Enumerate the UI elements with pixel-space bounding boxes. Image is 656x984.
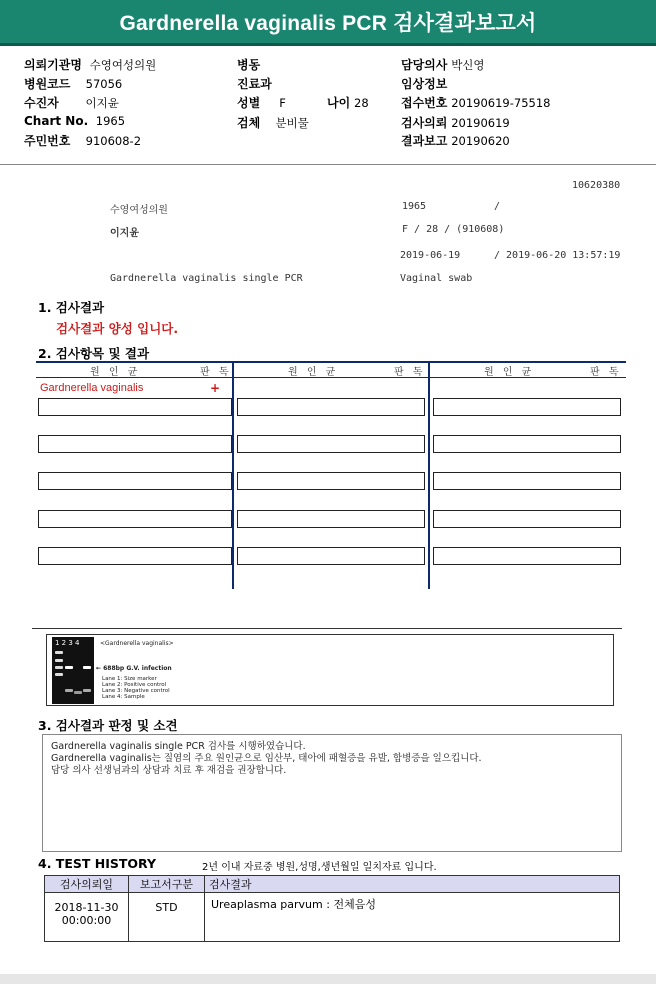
section4-title: 4. TEST HISTORY [38,856,157,871]
form-patient: 이지윤 [110,228,139,239]
report-date-field [401,132,510,149]
col-judge-2: 판 독 [394,367,426,378]
age-value: 28 [354,96,369,110]
gel-legend-2: Lane 2: Positive control [102,682,167,688]
history-type: STD [129,893,205,942]
ward-label: 병동 [237,58,261,72]
patient-value: 이지윤 [85,96,119,110]
hospital-field [24,56,156,73]
patient-field [24,94,119,111]
specimen-value: 분비물 [275,116,309,130]
idnum-value: 910608-2 [85,134,142,148]
report-paper [18,168,638,974]
request-field [401,114,510,131]
result-mark: + [210,381,221,395]
patient-label: 수진자 [24,96,59,110]
receipt-field [401,94,550,111]
form-slash: / [494,201,501,212]
opinion-line-1: Gardnerella vaginalis single PCR 검사를 시행하였습니다. [51,741,306,752]
gel-band [55,651,63,654]
result-cell [433,435,621,453]
opinion-line-3: 담당 의사 선생님과의 상담과 치료 후 재검을 권장합니다. [51,765,287,776]
header-divider [0,164,656,165]
doc-number: 10620380 [572,180,621,191]
ward-field [237,56,260,73]
history-col-date: 검사의뢰일 [45,876,129,893]
request-label: 검사의뢰 [401,116,448,130]
chart-label: Chart No. [24,114,89,128]
history-result: Ureaplasma parvum : 전체음성 [205,893,620,942]
result-cell [38,510,232,528]
result-cell [433,547,621,565]
age-field [327,94,369,111]
hospital-value: 수영여성의원 [89,58,157,72]
doctor-field [401,56,485,73]
gel-band [55,666,63,669]
dept-field [237,75,272,92]
doctor-label: 담당의사 [401,58,448,72]
code-value: 57056 [85,77,123,91]
history-col-result: 검사결과 [205,876,620,893]
result-positive-text: 검사결과 양성 입니다. [56,321,179,336]
col-organism-2: 원 인 균 [288,367,339,378]
idnum-label: 주민번호 [24,134,71,148]
gel-band [83,666,91,669]
result-cell [38,435,232,453]
code-label: 병원코드 [24,77,71,91]
page-footer-band [0,974,656,984]
col-organism-1: 원 인 균 [90,367,141,378]
result-cell [38,472,232,490]
section3-title: 3. 검사결과 판정 및 소견 [38,718,178,733]
idnum-field [24,132,141,149]
report-value: 20190620 [451,134,510,148]
dept-label: 진료과 [237,77,272,91]
sex-field [237,94,286,111]
result-organism: Gardnerella vaginalis [40,382,144,394]
doctor-value: 박신영 [451,58,485,72]
gel-band [55,659,63,662]
result-cell [237,547,425,565]
gel-band [65,666,73,669]
result-cell [237,472,425,490]
gel-band [55,673,63,676]
col-organism-3: 원 인 균 [484,367,535,378]
result-cell [433,398,621,416]
result-cell [237,510,425,528]
gel-band [83,689,91,692]
specimen-field [237,114,309,131]
result-cell [433,510,621,528]
clinical-label: 임상정보 [401,77,448,91]
chart-value: 1965 [95,114,126,128]
table-row [45,893,620,942]
report-title: Gardnerella vaginalis PCR 검사결과보고서 [119,11,537,35]
opinion-line-2: Gardnerella vaginalis는 질염의 주요 원인균으로 임산부, 태아에 패혈증을 유발, 합병증을 일으킵니다. [51,753,482,764]
result-cell [38,398,232,416]
result-cell [237,435,425,453]
form-hospital: 수영여성의원 [110,205,168,216]
gel-image [52,637,94,704]
section2-title: 2. 검사항목 및 결과 [38,346,150,361]
history-date-cell [45,893,129,942]
gel-band-label: ← 688bp G.V. infection [96,665,172,672]
grid-divider-1 [232,363,234,589]
request-value: 20190619 [451,116,510,130]
result-cell [237,398,425,416]
result-cell [433,472,621,490]
report-title-bar [0,0,656,46]
history-time: 00:00:00 [61,914,112,927]
section1-title: 1. 검사결과 [38,300,105,315]
form-date-to: / 2019-06-20 13:57:19 [494,250,621,261]
receipt-label: 접수번호 [401,96,448,110]
history-date: 2018-11-30 [54,901,119,914]
grid-divider-2 [428,363,430,589]
gel-legend-1: Lane 1: Size marker [102,676,157,682]
clinical-field [401,75,447,92]
form-date-from: 2019-06-19 [400,250,461,261]
code-field [24,75,122,92]
age-label: 나이 [327,96,351,110]
gel-band [74,691,82,694]
col-judge-1: 판 독 [200,367,232,378]
form-test-name: Gardnerella vaginalis single PCR [110,273,303,284]
opinion-box [42,734,622,852]
history-note: 2년 이내 자료중 병원,성명,생년월일 일치자료 입니다. [202,862,437,873]
result-cell [38,547,232,565]
form-specimen: Vaginal swab [400,273,473,284]
col-judge-3: 판 독 [590,367,622,378]
gel-top-line [32,628,622,629]
gel-legend-4: Lane 4: Sample [102,694,145,700]
gel-lane-numbers: 1 2 3 4 [55,639,80,647]
gel-caption: <Gardnerella vaginalis> [100,640,174,647]
history-table [44,875,620,942]
form-sex-age: F / 28 / (910608) [402,224,505,235]
form-chart: 1965 [402,201,427,212]
history-col-type: 보고서구분 [129,876,205,893]
sex-label: 성별 [237,96,261,110]
gel-legend-3: Lane 3: Negative control [102,688,170,694]
sex-value: F [279,96,286,110]
hospital-label: 의뢰기관명 [24,58,82,72]
specimen-label: 검체 [237,116,261,130]
chart-field [24,114,125,128]
report-label: 결과보고 [401,134,448,148]
receipt-value: 20190619-75518 [451,96,551,110]
gel-band [65,689,73,692]
